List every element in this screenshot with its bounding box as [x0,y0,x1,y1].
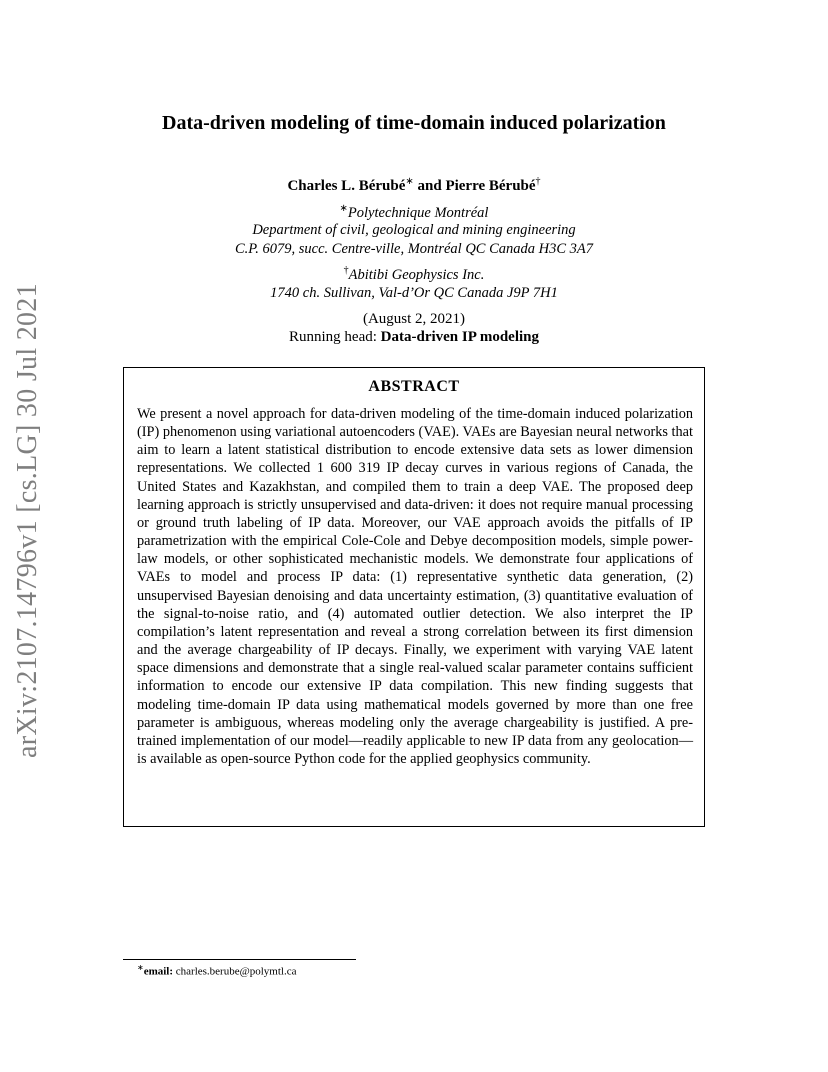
affiliation-2-institution [0,265,828,284]
running-head [0,329,828,346]
footnote-rule [123,959,356,960]
paper-title: Data-driven modeling of time-domain induced polarization [162,112,666,134]
author-2-mark: † [535,176,541,187]
footnote-label: email: [143,965,174,978]
footnote-mark: ∗ [137,963,144,972]
author-1-mark: ∗ [405,176,414,187]
abstract-heading: ABSTRACT [368,378,460,395]
affiliation-1-mark: ∗ [339,203,348,214]
footnote-email[interactable]: charles.berube@polymtl.ca [173,965,297,978]
author-1-name: Charles L. Bérubé [287,178,406,194]
abstract-box [123,367,705,827]
running-head-label: Running head: [289,329,381,345]
author-connector: and [413,178,446,194]
abstract-body: We present a novel approach for data-driven modeling of the time-domain induced polarization (IP) phenomenon using variational autoencoders (VAE). VAEs are Bayesian neural networks that aim to learn a latent statistical distribution to encode extensive data sets as lower dimension representations. We collected 1 600 319 IP decay curves in various regions of Canada, the United States and Kazakhstan, and compiled them to train a deep VAE. The proposed deep learning approach is strictly unsupervised and data-driven: it does not require manual processing or ground truth labeling of IP data. Moreover, our VAE approach avoids the pitfalls of IP parametrization with the empirical Cole-Cole and Debye decomposition models, simple power-law models, or other sophisticated mechanistic models. We demonstrate four applications of VAEs to model and process IP data: (1) representative synthetic data generation, (2) unsupervised Bayesian denoising and data uncertainty estimation, (3) quantitative evaluation of the signal-to-noise ratio, and (4) automated outlier detection. We also interpret the IP compilation’s latent representation and reveal a strong correlation between its first dimension and the average chargeability of IP decays. Finally, we experiment with varying VAE latent space dimensions and demonstrate that a single real-valued scalar parameter contains sufficient information to encode our extensive IP data compilation. This new finding suggests that modeling time-domain IP data using mathematical models governed by more than one free parameter is ambiguous, whereas modeling only the average chargeability is justified. A pre-trained implementation of our model—readily applicable to new IP data from any geolocation—is available as open-source Python code for the applied geophysics community. [137,406,693,767]
affiliation-2-address: 1740 ch. Sullivan, Val-d’Or QC Canada J9P 7H1 [270,285,558,301]
affiliation-2-mark: † [343,265,349,276]
footnote [137,963,296,978]
affiliation-1-department: Department of civil, geological and mining engineering [252,222,576,238]
affiliation-1-institution [0,203,828,222]
affiliation-1-address: C.P. 6079, succ. Centre-ville, Montréal QC Canada H3C 3A7 [234,241,594,257]
author-line [0,176,828,195]
author-2-name: Pierre Bérubé [445,178,536,194]
affiliation-2-institution-text: Abitibi Geophysics Inc. [348,266,485,283]
paper-date: (August 2, 2021) [362,311,466,327]
arxiv-identifier-stamp: arXiv:2107.14796v1 [cs.LG] 30 Jul 2021 [12,283,43,758]
affiliation-1-institution-text: Polytechnique Montréal [347,204,489,221]
running-head-text: Data-driven IP modeling [380,329,539,345]
